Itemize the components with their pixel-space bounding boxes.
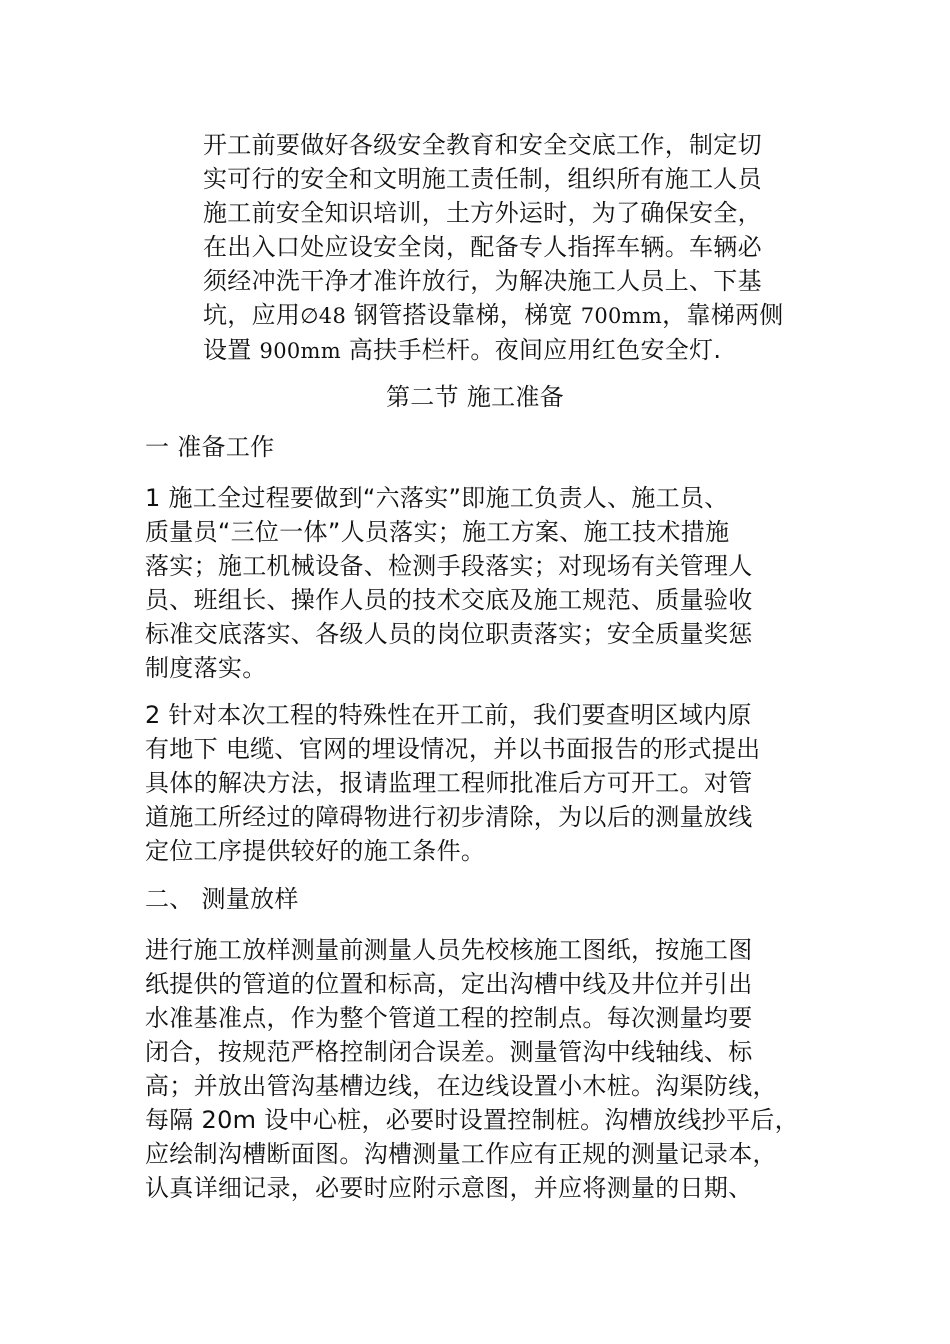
paragraph-line: 道施工所经过的障碍物进行初步清除，为以后的测量放线 [145, 803, 753, 831]
intro-line: 开工前要做好各级安全教育和安全交底工作，制定切 [203, 131, 762, 159]
railing-height: 900mm [259, 339, 341, 363]
intro-line: 实可行的安全和文明施工责任制，组织所有施工人员 [203, 165, 762, 193]
section-title: 第二节 施工准备 [385, 383, 565, 411]
intro-line: 须经冲洗干净才准许放行，为解决施工人员上、下基 [203, 267, 762, 295]
paragraph-line: 标准交底落实、各级人员的岗位职责落实；安全质量奖惩 [145, 620, 753, 648]
paragraph-line: 具体的解决方法，报请监理工程师批准后方可开工。对管 [145, 769, 753, 797]
intro-line-mixed [203, 333, 823, 368]
paragraph-2 [145, 698, 825, 868]
pipe-diameter: ∅48 [300, 304, 347, 328]
paragraph-line: 应绘制沟槽断面图。沟槽测量工作应有正规的测量记录本， [145, 1140, 777, 1168]
heading-survey: 二、 测量放样 [145, 885, 299, 913]
paragraph-line: 制度落实。 [145, 654, 267, 682]
paragraph-line: 纸提供的管道的位置和标高，定出沟槽中线及井位并引出 [145, 970, 753, 998]
intro-text: 设置 [203, 336, 260, 364]
paragraph-1 [145, 481, 825, 685]
paragraph-3 [145, 933, 825, 1205]
intro-text: 高扶手栏杆。夜间应用红色安全灯. [340, 336, 722, 364]
paragraph-line: 落实；施工机械设备、检测手段落实；对现场有关管理人 [145, 552, 753, 580]
paragraph-line: 员、班组长、操作人员的技术交底及施工规范、质量验收 [145, 586, 753, 614]
intro-paragraph [203, 128, 823, 368]
intro-text: ，靠梯两侧 [662, 301, 784, 329]
paragraph-line: 进行施工放样测量前测量人员先校核施工图纸，按施工图 [145, 936, 753, 964]
heading-preparation: 一 准备工作 [145, 433, 275, 461]
intro-line-mixed [203, 298, 823, 333]
paragraph-line: 2 针对本次工程的特殊性在开工前，我们要查明区域内原 [145, 701, 752, 729]
paragraph-line: 1 施工全过程要做到“六落实”即施工负责人、施工员、 [145, 484, 729, 512]
intro-line: 在出入口处应设安全岗，配备专人指挥车辆。车辆必 [203, 233, 762, 261]
paragraph-line: 闭合，按规范严格控制闭合误差。测量管沟中线轴线、标 [145, 1038, 753, 1066]
paragraph-line: 认真详细记录，必要时应附示意图，并应将测量的日期、 [145, 1174, 753, 1202]
paragraph-line: 高；并放出管沟基槽边线，在边线设置小木桩。沟渠防线， [145, 1072, 777, 1100]
paragraph-line: 水准基准点，作为整个管道工程的控制点。每次测量均要 [145, 1004, 753, 1032]
intro-text: 坑，应用 [203, 301, 301, 329]
paragraph-line: 每隔 20m 设中心桩，必要时设置控制桩。沟槽放线抄平后， [145, 1106, 799, 1134]
intro-line: 施工前安全知识培训，土方外运时，为了确保安全， [203, 199, 762, 227]
paragraph-line: 有地下 电缆、官网的埋设情况，并以书面报告的形式提出 [145, 735, 761, 763]
intro-text: 钢管搭设靠梯，梯宽 [346, 301, 581, 329]
paragraph-line: 定位工序提供较好的施工条件。 [145, 837, 486, 865]
paragraph-line: 质量员“三位一体”人员落实；施工方案、施工技术措施 [145, 518, 730, 546]
ladder-width: 700mm [580, 304, 663, 328]
